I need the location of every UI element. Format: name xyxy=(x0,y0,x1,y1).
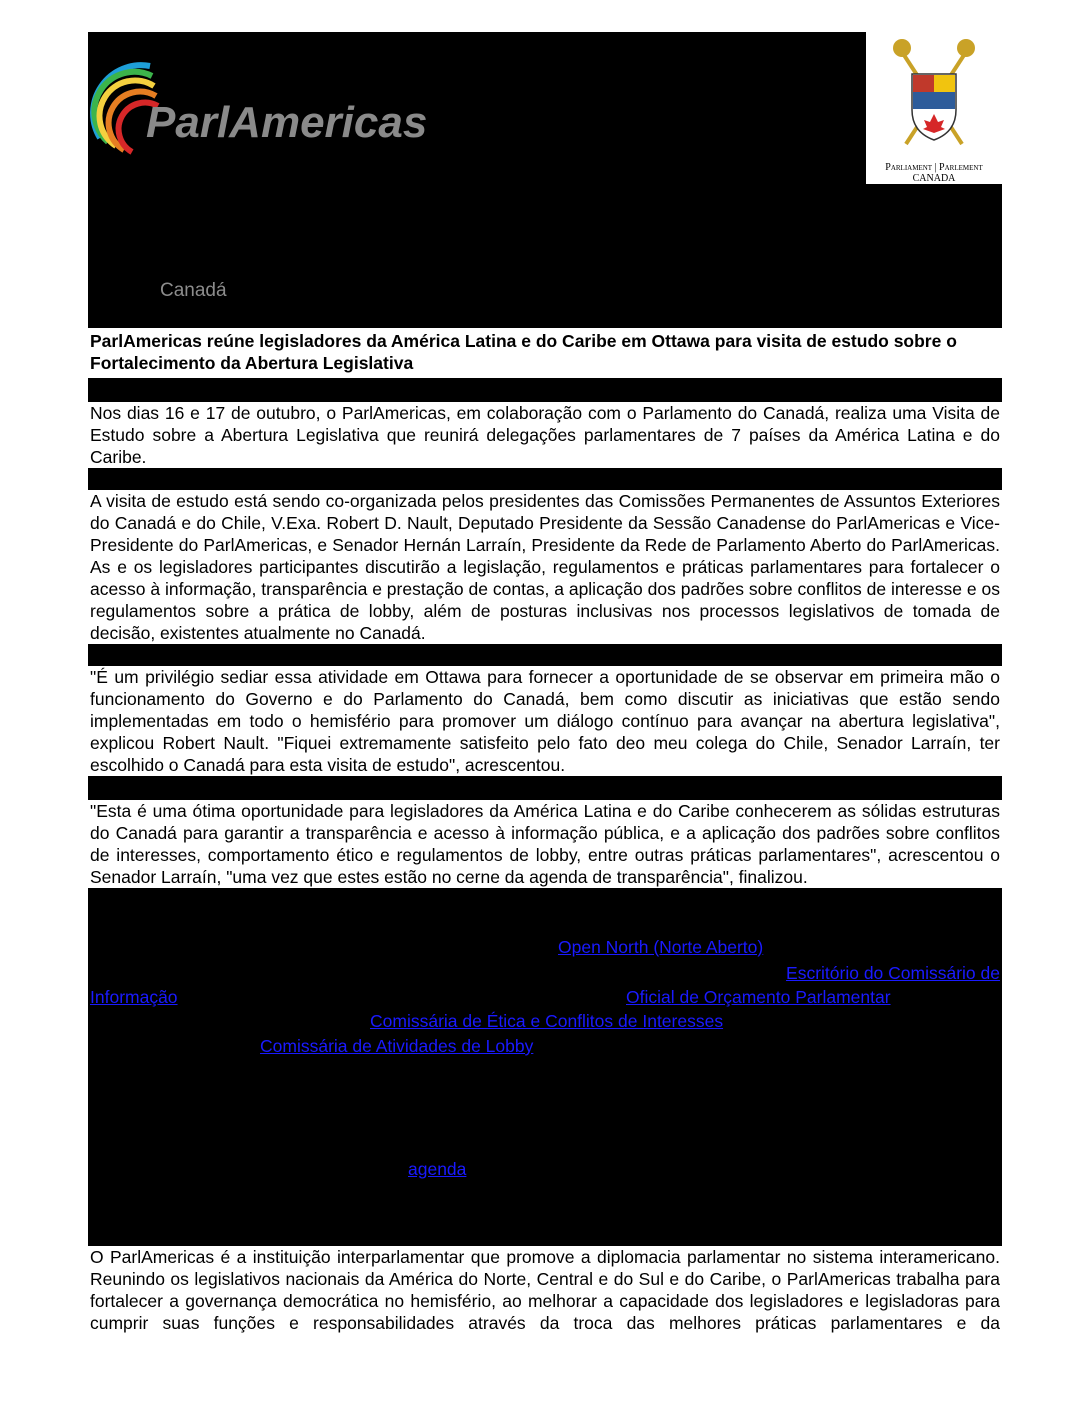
crest-icon xyxy=(866,32,1002,156)
divider-bar xyxy=(88,378,1002,402)
document-page xyxy=(88,32,1002,1334)
link-open-north[interactable]: Open North (Norte Aberto) xyxy=(558,937,764,957)
paragraph-1: Nos dias 16 e 17 de outubro, o ParlAmericas, em colaboração com o Parlamento do Canadá, realiza uma Visita de Estudo sobre a Abertura Legislativa que reunirá delegações parlamentares de 7 países da América Latina e do Caribe. xyxy=(90,403,1000,467)
divider-bar xyxy=(88,776,1002,800)
parliament-canada-crest xyxy=(866,32,1002,184)
link-ethics-commissioner[interactable]: Comissária de Ética e Conflitos de Interesses xyxy=(370,1011,724,1031)
link-agenda[interactable]: agenda xyxy=(408,1159,467,1179)
paragraph-2: A visita de estudo está sendo co-organizada pelos presidentes das Comissões Permanentes de Assuntos Exteriores do Canadá e do Chile, V.Exa. Robert D. Nault, Deputado Presidente da Sessão Canadense do ParlAmericas e Vice-Presidente do ParlAmericas, e Senador Hernán Larraín, Presidente da Rede de Parlamento Aberto do ParlAmericas. As e os legisladores participantes discutirão a legislação, regulamentos e práticas parlamentares para fortalecer o acesso à informação, transparência e prestação de contas, a aplicação dos padrões sobre conflitos de interesse e os regulamentos sobre a prática de lobby, além de posturas inclusivas nos processos legislativos de tomada de decisão, existentes atualmente no Canadá. xyxy=(90,491,1000,643)
link-budget-officer[interactable]: Oficial de Orçamento Parlamentar xyxy=(626,987,891,1007)
closing-paragraph: O ParlAmericas é a instituição interparlamentar que promove a diplomacia parlamentar no sistema interamericano. Reunindo os legislativos nacionais da América do Norte, Central e do Sul e do Caribe, o ParlAmericas trabalha para fortalecer a governança democrática no hemisfério, ao melhorar a capacidade dos legisladores e legisladoras para cumprir suas funções e responsabilidades através da troca das melhores práticas parlamentares e da xyxy=(90,1247,1000,1333)
paragraph-3: "É um privilégio sediar essa atividade em Ottawa para fornecer a oportunidade de se observar em primeira mão o funcionamento do Governo e do Parlamento do Canadá, bem como discutir as iniciativas que estão sendo implementadas em todo o hemisfério para promover um diálogo contínuo para avançar na abertura legislativa", explicou Robert Nault. "Fiquei extremamente satisfeito pelo fato deo meu colega do Chile, Senador Larraín, ter escolhido o Canadá para esta visita de estudo", acrescentou. xyxy=(90,667,1000,775)
divider-bar xyxy=(88,468,1002,490)
links-block xyxy=(88,888,1002,1246)
link-commissioner-info-cont[interactable]: Informação xyxy=(90,987,178,1007)
title-org: ParlAmericas xyxy=(90,331,202,351)
header-block xyxy=(88,32,1002,328)
link-commissioner-info[interactable]: Escritório do Comissário de xyxy=(786,963,1000,983)
link-lobbying-commissioner[interactable]: Comissária de Atividades de Lobby xyxy=(260,1036,534,1056)
parlamericas-logo xyxy=(88,58,428,170)
title-rest: reúne legisladores da América Latina e do Caribe em Ottawa para visita de estudo sobre o Fortalecimento da Abertura Legislativa xyxy=(90,331,957,373)
press-release-title xyxy=(88,330,1002,374)
place-label: Canadá xyxy=(160,280,227,301)
crest-caption: Parliament | Parlement CANADA xyxy=(885,162,983,184)
paragraph-4: "Esta é uma ótima oportunidade para legisladores da América Latina e do Caribe conhecerem as sólidas estruturas do Canadá para garantir a transparência e acesso à informação pública, e a aplicação dos padrões sobre conflitos de interesses, comportamento ético e regulamentos de lobby, entre outras práticas parlamentares", acrescentou o Senador Larraín, "uma vez que estes estão no cerne da agenda de transparência", finalizou. xyxy=(90,801,1000,887)
divider-bar xyxy=(88,644,1002,666)
logo-wordmark: ParlAmericas xyxy=(146,98,428,147)
